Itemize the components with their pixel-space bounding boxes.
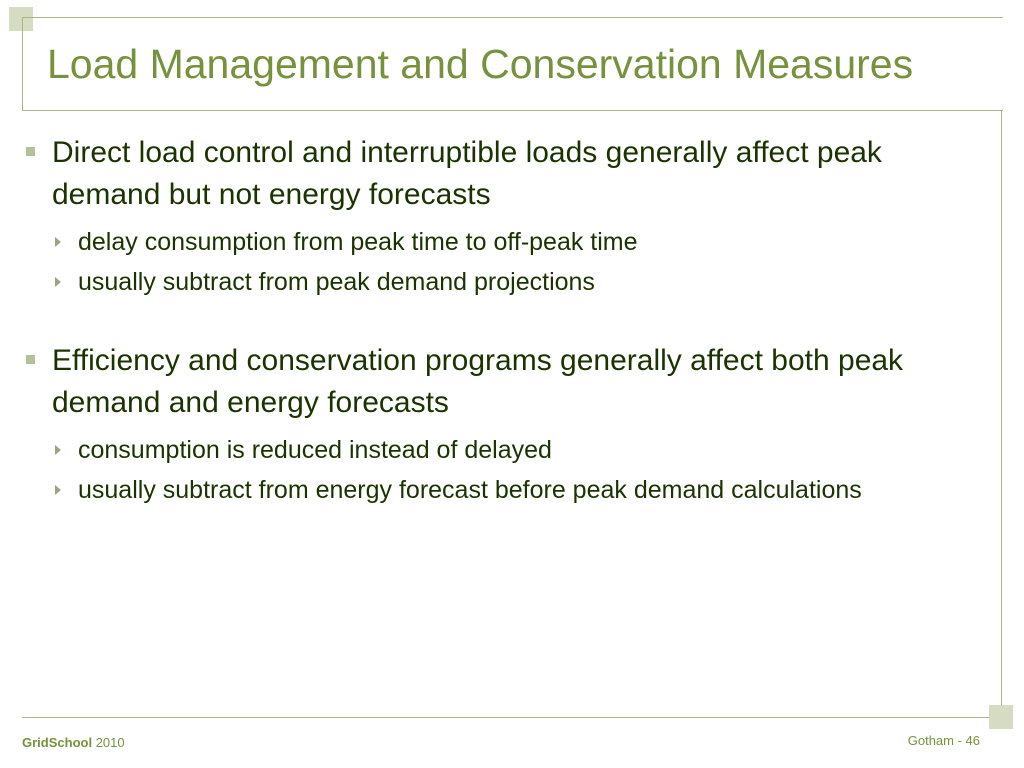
title-bottom-rule (22, 110, 1003, 111)
corner-square-bottom-right (989, 705, 1013, 729)
square-bullet-icon (26, 355, 35, 364)
triangle-bullet-icon (55, 445, 61, 455)
triangle-bullet-icon (55, 237, 61, 247)
footer-brand (22, 735, 125, 750)
sub-bullet-2-2-text: usually subtract from energy forecast before peak demand calculations (78, 476, 862, 504)
footer-page-number: Gotham - 46 (907, 733, 980, 748)
square-bullet-icon (26, 147, 35, 156)
corner-square-top-left (9, 7, 33, 31)
bullet-2-text: Efficiency and conservation programs generally affect both peak demand and energy forecasts (52, 344, 904, 419)
sub-bullet-2-1 (22, 434, 987, 466)
triangle-bullet-icon (55, 485, 61, 495)
sub-bullet-2-2 (22, 474, 987, 506)
sub-bullet-1-1 (22, 226, 987, 258)
footer-rule (22, 717, 1002, 718)
title-top-rule (22, 17, 1003, 18)
title-left-rule (22, 17, 23, 111)
sub-bullet-1-2-text: usually subtract from peak demand projections (78, 268, 595, 296)
triangle-bullet-icon (55, 277, 61, 287)
sub-bullet-1-1-text: delay consumption from peak time to off-peak time (78, 228, 638, 256)
sub-bullet-1-2 (22, 266, 987, 298)
bullet-1-text: Direct load control and interruptible loads generally affect peak demand but not energy forecasts (52, 136, 882, 211)
slide-content (22, 132, 987, 506)
slide-title: Load Management and Conservation Measures (47, 41, 914, 87)
bullet-2 (22, 340, 987, 424)
footer-year: 2010 (95, 735, 125, 750)
footer-brand-name: GridSchool (22, 735, 93, 750)
bullet-1 (22, 132, 987, 216)
content-right-rule (1001, 110, 1002, 718)
sub-bullet-2-1-text: consumption is reduced instead of delayed (78, 436, 552, 464)
